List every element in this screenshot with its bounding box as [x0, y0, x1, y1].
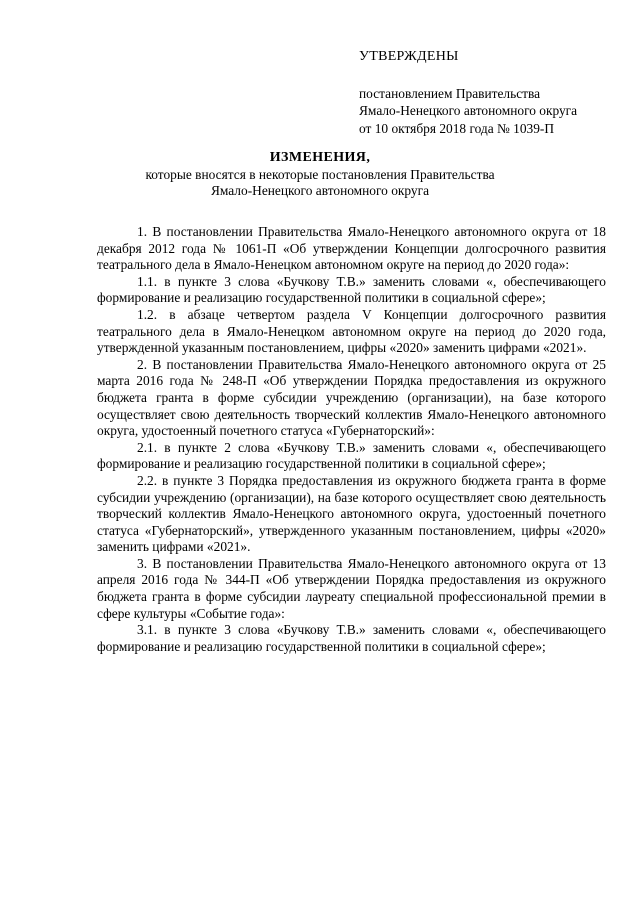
paragraph-3: 3. В постановлении Правительства Ямало-Ненецкого автономного округа от 13 апреля 2016 года № 344-П «Об утверждении Порядка предоставления из окружного бюджета гранта в форме субсидии лауреату специальной профессиональной премии в сфере культуры «Событие года»: — [97, 555, 606, 621]
approval-block — [359, 48, 629, 137]
approval-title: УТВЕРЖДЕНЫ — [359, 49, 459, 64]
document-subtitle-line: Ямало-Ненецкого автономного округа — [210, 183, 430, 199]
paragraph-2-1: 2.1. в пункте 2 слова «Бучкову Т.В.» заменить словами «, обеспечивающего формирование и реализацию государственной политики в социальной сфере»; — [97, 439, 606, 472]
paragraph-2: 2. В постановлении Правительства Ямало-Ненецкого автономного округа от 25 марта 2016 года № 248-П «Об утверждении Порядка предоставления из окружного бюджета гранта в форме субсидии учреждению (организации), на базе которого осуществляет свою деятельность творческий коллектив Ямало-Ненецкого автономного округа, удостоенный почетного статуса «Губернаторский»: — [97, 356, 606, 439]
paragraph-1: 1. В постановлении Правительства Ямало-Ненецкого автономного округа от 18 декабря 2012 года № 1061-П «Об утверждении Концепции долгосрочного развития театрального дела в Ямало-Ненецком автономном округе на период до 2020 года»: — [97, 224, 606, 273]
approval-line: постановлением Правительства — [359, 86, 541, 102]
approval-line: Ямало-Ненецкого автономного округа — [359, 103, 578, 119]
document-body — [97, 224, 606, 655]
document-title: ИЗМЕНЕНИЯ, — [269, 150, 371, 165]
approval-line: от 10 октября 2018 года № 1039-П — [359, 120, 555, 136]
paragraph-2-2: 2.2. в пункте 3 Порядка предоставления из окружного бюджета гранта в форме субсидии учреждению (организации), на базе которого осуществляет свою деятельность творческий коллектив Ямало-Ненецкого автономного округа, удостоенный почетного статуса «Губернаторский», утвержденного указанным постановлением, цифры «2020» заменить цифрами «2021». — [97, 472, 606, 555]
paragraph-3-1: 3.1. в пункте 3 слова «Бучкову Т.В.» заменить словами «, обеспечивающего формирование и реализацию государственной политики в социальной сфере»; — [97, 622, 606, 654]
document-heading — [0, 150, 640, 200]
paragraph-1-1: 1.1. в пункте 3 слова «Бучкову Т.В.» заменить словами «, обеспечивающего формирование и реализацию государственной политики в социальной сфере»; — [97, 273, 606, 306]
document-subtitle-line: которые вносятся в некоторые постановления Правительства — [145, 166, 495, 182]
paragraph-1-2: 1.2. в абзаце четвертом раздела V Концепции долгосрочного развития театрального дела в Ямало-Ненецком автономном округе на период до 2020 года, утвержденной указанным постановлением, цифры «2020» заменить цифрами «2021». — [97, 306, 606, 356]
